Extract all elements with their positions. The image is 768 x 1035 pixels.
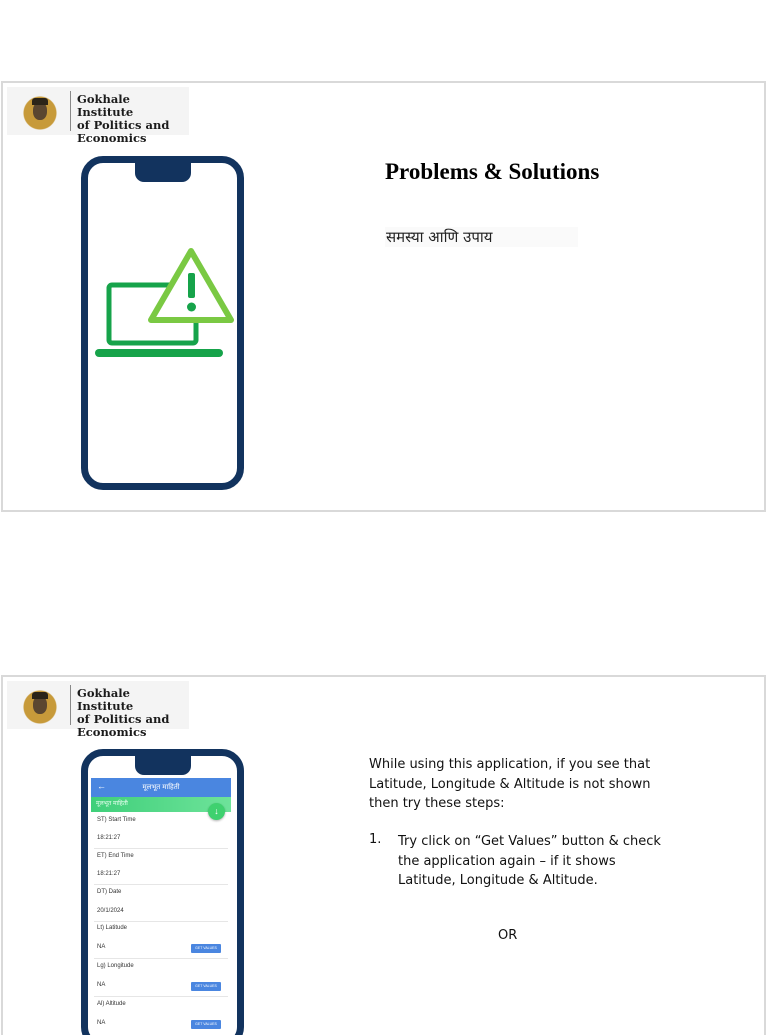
field-divider [94,958,228,959]
end-time-label: ET) End Time [97,853,134,859]
back-arrow-icon[interactable]: ← [97,781,106,791]
slide-location-steps [1,675,766,1035]
instruction-line: Latitude, Longitude & Altitude is not shown [369,776,651,792]
field-divider [94,996,228,997]
institute-seal-icon [13,91,67,131]
phone-frame [81,749,244,1035]
institute-name [77,687,189,739]
institute-name-line: of Politics and [77,712,170,726]
date-label: DT) Date [97,889,122,895]
altitude-label: Al) Altitude [97,1001,126,1007]
slide-problems-solutions [1,81,766,512]
institute-name-line: Gokhale Institute [77,92,134,119]
slide-subtitle: समस्या आणि उपाय [385,227,578,247]
latitude-value[interactable]: NA [97,944,106,950]
start-time-label: ST) Start Time [97,817,136,823]
instruction-line: While using this application, if you see that [369,757,651,772]
phone-notch [135,162,191,182]
app-header-title: मूलभूत माहिती [142,784,180,791]
download-icon[interactable]: ↓ [208,803,225,820]
get-values-altitude-button[interactable]: GET VALUES [191,1020,221,1029]
institute-name-line: Economics [77,725,147,739]
field-divider [94,921,228,922]
latitude-label: Lt) Latitude [97,925,128,931]
field-divider [94,848,228,849]
instruction-text [369,755,669,814]
institute-name-line: of Politics and [77,118,170,132]
get-values-longitude-button[interactable]: GET VALUES [191,982,221,991]
institute-name-line: Economics [77,131,147,145]
longitude-value[interactable]: NA [97,982,106,988]
field-divider [94,884,228,885]
institute-logo [7,87,189,145]
longitude-label: Lg) Longitude [97,963,134,969]
or-separator: OR [498,928,518,943]
laptop-warning-icon [94,243,234,373]
altitude-value[interactable]: NA [97,1020,106,1026]
step-line: Latitude, Longitude & Altitude. [398,873,598,888]
step-line: the application again – if it shows [398,853,616,869]
institute-name [77,93,189,145]
step-number: 1. [369,832,382,847]
date-value[interactable]: 20/1/2024 [97,908,124,914]
app-header [91,778,231,797]
get-values-latitude-button[interactable]: GET VALUES [191,944,221,953]
app-section-label: मूलभूत माहिती [91,797,231,812]
institute-name-line: Gokhale Institute [77,686,134,713]
start-time-value[interactable]: 18:21:27 [97,835,121,841]
phone-notch [135,755,191,775]
slide-title: Problems & Solutions [385,159,600,184]
phone-frame [81,156,244,490]
institute-logo [7,681,189,739]
step-line: Try click on “Get Values” button & check [398,834,661,849]
step-text [398,832,676,891]
end-time-value[interactable]: 18:21:27 [97,871,121,877]
institute-seal-icon [13,685,67,725]
instruction-line: then try these steps: [369,796,505,811]
